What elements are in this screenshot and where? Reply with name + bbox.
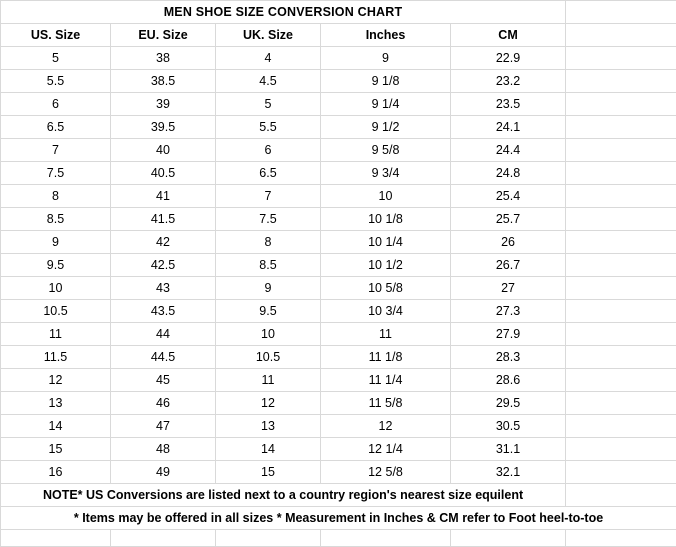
empty-row <box>1 530 676 547</box>
cell-eu-size: 39 <box>111 93 216 116</box>
empty-cell[interactable] <box>566 392 676 415</box>
cell-us-size: 5.5 <box>1 70 111 93</box>
empty-cell[interactable] <box>566 1 676 24</box>
empty-cell[interactable] <box>216 530 321 547</box>
cell-cm: 24.1 <box>451 116 566 139</box>
cell-cm: 25.4 <box>451 185 566 208</box>
cell-cm: 30.5 <box>451 415 566 438</box>
cell-inches: 9 <box>321 47 451 70</box>
cell-cm: 27.3 <box>451 300 566 323</box>
title-row <box>1 1 676 24</box>
empty-cell[interactable] <box>566 277 676 300</box>
cell-eu-size: 45 <box>111 369 216 392</box>
cell-uk-size: 9 <box>216 277 321 300</box>
table-row <box>1 438 676 461</box>
empty-cell[interactable] <box>566 208 676 231</box>
cell-uk-size: 12 <box>216 392 321 415</box>
empty-cell[interactable] <box>566 162 676 185</box>
empty-cell[interactable] <box>566 346 676 369</box>
cell-us-size: 14 <box>1 415 111 438</box>
empty-cell[interactable] <box>566 300 676 323</box>
note-row <box>1 484 676 507</box>
cell-eu-size: 46 <box>111 392 216 415</box>
cell-uk-size: 9.5 <box>216 300 321 323</box>
cell-inches: 10 5/8 <box>321 277 451 300</box>
cell-inches: 11 5/8 <box>321 392 451 415</box>
empty-cell[interactable] <box>566 185 676 208</box>
empty-cell[interactable] <box>1 530 111 547</box>
cell-eu-size: 39.5 <box>111 116 216 139</box>
table-row <box>1 47 676 70</box>
cell-inches: 9 1/4 <box>321 93 451 116</box>
empty-cell[interactable] <box>566 93 676 116</box>
cell-cm: 23.5 <box>451 93 566 116</box>
empty-cell[interactable] <box>566 530 676 547</box>
table-row <box>1 254 676 277</box>
cell-eu-size: 41.5 <box>111 208 216 231</box>
cell-cm: 24.4 <box>451 139 566 162</box>
cell-eu-size: 49 <box>111 461 216 484</box>
cell-us-size: 13 <box>1 392 111 415</box>
table-row <box>1 185 676 208</box>
empty-cell[interactable] <box>566 139 676 162</box>
cell-inches: 11 1/4 <box>321 369 451 392</box>
cell-us-size: 8.5 <box>1 208 111 231</box>
cell-us-size: 7.5 <box>1 162 111 185</box>
cell-eu-size: 42 <box>111 231 216 254</box>
cell-inches: 9 1/2 <box>321 116 451 139</box>
column-header-cm: CM <box>451 24 566 47</box>
empty-cell[interactable] <box>566 369 676 392</box>
column-header-uk-size: UK. Size <box>216 24 321 47</box>
empty-cell[interactable] <box>566 323 676 346</box>
cell-us-size: 10.5 <box>1 300 111 323</box>
note-measurement: * Items may be offered in all sizes * Measurement in Inches & CM refer to Foot heel-to-toe <box>1 507 676 530</box>
empty-cell[interactable] <box>566 484 676 507</box>
cell-uk-size: 4.5 <box>216 70 321 93</box>
empty-cell[interactable] <box>566 415 676 438</box>
cell-eu-size: 41 <box>111 185 216 208</box>
cell-uk-size: 7 <box>216 185 321 208</box>
cell-us-size: 9.5 <box>1 254 111 277</box>
empty-cell[interactable] <box>566 231 676 254</box>
cell-uk-size: 10.5 <box>216 346 321 369</box>
column-header-us-size: US. Size <box>1 24 111 47</box>
cell-eu-size: 48 <box>111 438 216 461</box>
empty-cell[interactable] <box>111 530 216 547</box>
cell-us-size: 5 <box>1 47 111 70</box>
table-row <box>1 93 676 116</box>
empty-cell[interactable] <box>566 70 676 93</box>
table-row <box>1 231 676 254</box>
cell-uk-size: 4 <box>216 47 321 70</box>
cell-cm: 29.5 <box>451 392 566 415</box>
table-row <box>1 162 676 185</box>
cell-cm: 32.1 <box>451 461 566 484</box>
cell-eu-size: 42.5 <box>111 254 216 277</box>
cell-us-size: 8 <box>1 185 111 208</box>
cell-inches: 10 1/4 <box>321 231 451 254</box>
table-row <box>1 116 676 139</box>
cell-inches: 9 3/4 <box>321 162 451 185</box>
cell-us-size: 15 <box>1 438 111 461</box>
cell-us-size: 9 <box>1 231 111 254</box>
table-row <box>1 208 676 231</box>
cell-cm: 26 <box>451 231 566 254</box>
cell-inches: 11 <box>321 323 451 346</box>
table-row <box>1 392 676 415</box>
table-row <box>1 139 676 162</box>
cell-eu-size: 43.5 <box>111 300 216 323</box>
note-conversions: NOTE* US Conversions are listed next to a country region's nearest size equilent <box>1 484 566 507</box>
column-header-inches: Inches <box>321 24 451 47</box>
cell-uk-size: 5 <box>216 93 321 116</box>
cell-uk-size: 10 <box>216 323 321 346</box>
cell-eu-size: 43 <box>111 277 216 300</box>
cell-inches: 10 1/8 <box>321 208 451 231</box>
cell-us-size: 11.5 <box>1 346 111 369</box>
cell-inches: 9 1/8 <box>321 70 451 93</box>
cell-cm: 28.3 <box>451 346 566 369</box>
cell-cm: 28.6 <box>451 369 566 392</box>
empty-cell[interactable] <box>566 438 676 461</box>
table-row <box>1 277 676 300</box>
cell-inches: 12 5/8 <box>321 461 451 484</box>
table-row <box>1 300 676 323</box>
cell-eu-size: 38 <box>111 47 216 70</box>
cell-uk-size: 15 <box>216 461 321 484</box>
empty-cell[interactable] <box>566 461 676 484</box>
cell-cm: 24.8 <box>451 162 566 185</box>
empty-cell[interactable] <box>566 254 676 277</box>
cell-uk-size: 14 <box>216 438 321 461</box>
table-row <box>1 323 676 346</box>
empty-cell[interactable] <box>566 24 676 47</box>
cell-inches: 12 1/4 <box>321 438 451 461</box>
cell-inches: 11 1/8 <box>321 346 451 369</box>
cell-us-size: 10 <box>1 277 111 300</box>
header-row <box>1 24 676 47</box>
cell-uk-size: 13 <box>216 415 321 438</box>
cell-cm: 26.7 <box>451 254 566 277</box>
cell-inches: 10 <box>321 185 451 208</box>
cell-us-size: 11 <box>1 323 111 346</box>
empty-cell[interactable] <box>451 530 566 547</box>
cell-eu-size: 40 <box>111 139 216 162</box>
cell-inches: 10 3/4 <box>321 300 451 323</box>
cell-inches: 9 5/8 <box>321 139 451 162</box>
table-row <box>1 415 676 438</box>
column-header-eu-size: EU. Size <box>111 24 216 47</box>
cell-uk-size: 11 <box>216 369 321 392</box>
cell-cm: 25.7 <box>451 208 566 231</box>
cell-cm: 27 <box>451 277 566 300</box>
cell-uk-size: 8.5 <box>216 254 321 277</box>
cell-cm: 27.9 <box>451 323 566 346</box>
cell-uk-size: 6.5 <box>216 162 321 185</box>
cell-cm: 22.9 <box>451 47 566 70</box>
page-title: MEN SHOE SIZE CONVERSION CHART <box>1 1 566 24</box>
cell-eu-size: 47 <box>111 415 216 438</box>
cell-us-size: 16 <box>1 461 111 484</box>
empty-cell[interactable] <box>321 530 451 547</box>
empty-cell[interactable] <box>566 116 676 139</box>
cell-inches: 10 1/2 <box>321 254 451 277</box>
cell-eu-size: 38.5 <box>111 70 216 93</box>
cell-inches: 12 <box>321 415 451 438</box>
cell-us-size: 6.5 <box>1 116 111 139</box>
cell-us-size: 6 <box>1 93 111 116</box>
empty-cell[interactable] <box>566 47 676 70</box>
cell-eu-size: 44.5 <box>111 346 216 369</box>
table-row <box>1 346 676 369</box>
cell-uk-size: 7.5 <box>216 208 321 231</box>
cell-uk-size: 6 <box>216 139 321 162</box>
cell-us-size: 12 <box>1 369 111 392</box>
note-row <box>1 507 676 530</box>
table-row <box>1 461 676 484</box>
cell-eu-size: 40.5 <box>111 162 216 185</box>
cell-cm: 23.2 <box>451 70 566 93</box>
cell-eu-size: 44 <box>111 323 216 346</box>
cell-uk-size: 8 <box>216 231 321 254</box>
cell-cm: 31.1 <box>451 438 566 461</box>
cell-us-size: 7 <box>1 139 111 162</box>
table-row <box>1 70 676 93</box>
cell-uk-size: 5.5 <box>216 116 321 139</box>
table-row <box>1 369 676 392</box>
